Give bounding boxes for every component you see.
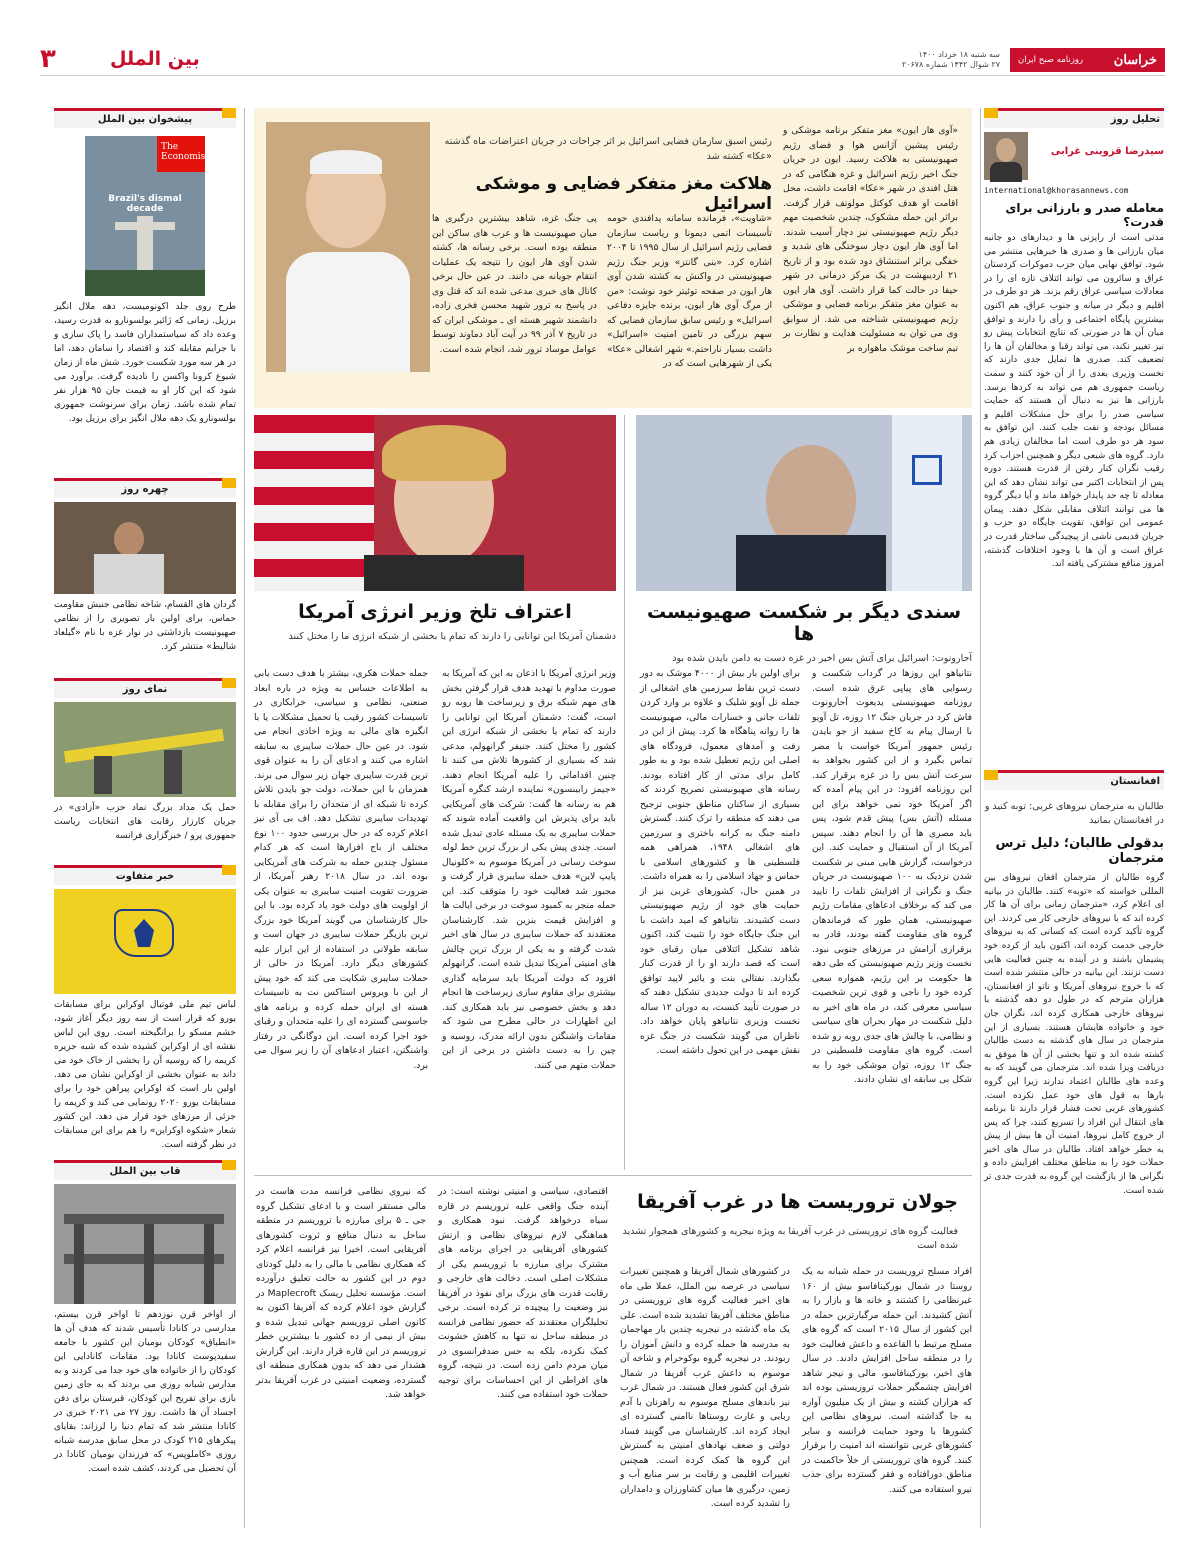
- top-story-photo: [266, 122, 430, 372]
- top-story-col2: «شاویت»، فرمانده سامانه پدافندی حومه تأسیسات اتمی دیمونا و ریاست سازمان فضایی رژیم اسرائیل از سال ۱۹۹۵ تا ۲۰۰۴ اشاره کرد. «بنی گانتز» وزیر جنگ رژیم صهیونیستی در واکنش به کشته شدن آوی هار ایون در صفحه توئیتر خود نوشت: «من از مرگ آوی هار ایون، برنده جایزه دفاعی اسرائیل» و رئیس سابق سازمان فضایی که سهم بزرگی در تامین امنیت «اسرائیل» داشت بسیار ناراحتم.» شهر اشغالی «عکا» یکی از شهرهایی است که در: [607, 213, 773, 369]
- analysis-body: مدتی است از رایزنی ها و دیدارهای دو جانبه میان بارزانی ها و صدری ها خبرهایی منتشر می شود. توافق نهایی میان حزب دموکرات کردستان عراق و سائرون می تواند ائتلاف تازه ای را در معادلات سیاسی عراق رقم بزند. هر دو طرف در اقلیم و دیگر در میانه و جنوب عراق، هم اکنون بیشترین پایگاه اجتماعی و رأی را دارند و توافق میان آن ها در صورتی که نتایج انتخابات پیش رو نیز تغییر نکند، می تواند رقبا و مخالفان آن ها را تضعیف کند. صدری ها تمایل جدی دارند که نخست وزیری بعدی را از آن خود کنند و سمت ریاست جمهوری هم می تواند به کردها برسد. بارزانی ها نیز به دنبال آن هستند که حمایت سیاسی صدر را برای حل مشکلات اقلیم و مسائل بودجه و نفت جلب کنند. این توافق به سود هر دو طرف است اما مخالفان زیادی هم دارد. گروه های شیعی دیگر و همچنین احزاب کرد رقیب نگران کنار رفتن از قدرت هستند. دوره پس از انتخابات اکتبر می تواند نشان دهد که این معادله تا چه حد پایدار خواهد ماند و آیا دیگر گروه ها می توانند ائتلاف مقابلی شکل دهند. پیمان عمومی این توافق، تقویت جایگاه دو حزب و جریان قدیمی ناشی از پیچیدگی ساختار قدرت در عراق است و آن ها با وجود اختلافات گذشته، امروز منافع مشترکی یافته اند.: [984, 233, 1164, 570]
- energy-title: اعتراف تلخ وزیر انرژی آمریکا: [298, 601, 572, 623]
- sidebar-box-view: [54, 678, 236, 849]
- sidebar-tab-newsstand: پیشخوان بین الملل: [54, 108, 236, 128]
- author-email[interactable]: international@khorasannews.com: [984, 186, 1129, 195]
- africa-col2: در کشورهای شمال آفریقا و همچنین تغییرات سیاسی در عرصه بین الملل، عملا طی ماه های اخیر فعالیت گروه های تروریستی در مناطق مختلف آفریقا تشدید شده است. علی یک ماه گذشته در نیجریه چندین بار مهاجمان به مدرسه ها حمله کرده و دانش آموزان را ربودند. در نیجریه گروه بوکوحرام و شاخه آن موسوم به داعش غرب آفریقا در شمال شرق این کشور فعال هستند. در شمال غرب نیز باندهای مسلح موسوم به راهزنان با آدم ربایی و غارت روستاها ناامنی گسترده ای ایجاد کرده اند. کارشناسان می گویند فساد دولتی و ضعف نهادهای امنیتی به گسترش این گروه ها کمک کرده است. همچنین تغییرات اقلیمی و رقابت بر سر منابع آب و زمین، درگیری ها میان کشاورزان و دامداران را تشدید کرده است.: [620, 1266, 790, 1509]
- magazine-headline: Brazil's dismal decade: [108, 194, 182, 214]
- energy-story: [254, 415, 616, 1175]
- top-story-col3: پی جنگ غزه، شاهد بیشترین درگیری ها میان صهیونیست ها و عرب های ساکن این منطقه بوده است. برخی رسانه ها، کشته شدن آوی هار ایون را نتیجه یک عملیات انتقام جویانه می دانند. در عین حال برخی کانال های خبری مدعی شده اند که قتل وی در پاسخ به ترور شهید محسن فخری زاده، دانشمند شهیر هسته ای ـ موشکی ایران که در تاریخ ۷ آذر ۹۹ در آیت آباد دماوند توسط عوامل موساد ترور شد، انجام شده است.: [432, 213, 597, 355]
- brand-logo: خراسان: [1113, 52, 1157, 68]
- analysis-title: معامله صدر و بارزانی برای قدرت؟: [1005, 201, 1164, 229]
- netanyahu-story: [636, 415, 972, 1175]
- right-column: [984, 108, 1164, 1447]
- africa-kicker: فعالیت گروه های تروریستی در غرب آفریقا به ویژه نیجریه و کشورهای همجوار تشدید شده است: [622, 1226, 958, 1251]
- top-story-kicker: رئیس اسبق سازمان فضایی اسرائیل بر اثر جراحات در جریان اعتراضات ماه گذشته «عکا» کشته شد: [444, 136, 772, 162]
- africa-col3: اقتصادی، سیاسی و امنیتی نوشته است: در آینده جنگ واقعی علیه تروریسم در قاره سیاه درخواهد گرفت. نبود همکاری و هماهنگی لازم نیروهای نظامی و ارتش کشورهای آفریقایی در اجرای برنامه های مشترک برای مبارزه با تروریسم یکی از مشکلات اصلی است. دخالت های خارجی و رقابت قدرت های بزرگ برای نفوذ در آفریقا نیز وضعیت را پیچیده تر کرده است. برخی تحلیلگران معتقدند که حضور نظامی فرانسه در منطقه ساحل نه تنها به کاهش خشونت کمک نکرده، بلکه به حس ضدفرانسوی در میان مردم دامن زده است. در نتیجه، گروه های افراطی از این احساسات برای توجیه حملات خود استفاده می کنند.: [438, 1186, 608, 1400]
- sidebar-tab-face: چهره روز: [54, 478, 236, 498]
- energy-col2: جمله حملات هکری، بیشتر با هدف دست یابی به اطلاعات حساس به ویژه در باره ابعاد صنعتی، نظامی و سیاسی، خرابکاری در تاسیسات کشور رقیب یا تحمیل مشکلات یا با انگیزه های مالی به ویژه اخاذی انجام می شود. در عین حال حملات سایبری به سابقه اشاره می کنند و ادعای آن را به عنوان قوی ترین قدرت سایبری جهان زیر سوال می برند. همزمان با این حملات، دولت جو بایدن تلاش کرده تا شبکه ای از متحدان را برای مقابله با تهدیدات سایبری تشکیل دهد. اف بی آی نیز اعلام کرده که در حال بررسی حدود ۱۰۰ نوع مختلف از باج افزارها است که هر کدام مسئول چندین حمله به شرکت های آمریکایی بوده اند. در سال ۲۰۱۸ رهبر آمریکا، از ضرورت تقویت امنیت سایبری به عنوان یکی از اولویت های دولت خود یاد کرده بود. با این حال کارشناسان می گویند آمریکا خود بزرگ ترین بازیگر حملات سایبری در جهان است و سابقه طولانی در استفاده از این ابزار علیه کشورهای دیگر دارد. آمریکا در حالی از حملات سایبری شکایت می کند که خود پیش از این با ویروس استاکس نت به تاسیسات هسته ای ایران حمله کرده و برنامه های جاسوسی گسترده ای را علیه متحدان و رقبای خود اجرا کرده است. این دوگانگی در رفتار واشنگتن، اعتبار ادعاهای آن را زیر سوال می برد.: [254, 668, 428, 1071]
- afghan-body: گروه طالبان از مترجمان افغان نیروهای بین المللی خواسته که «توبه» کنند. طالبان در بیانیه ای اعلام کرد، «مترجمان زمانی برای آن ها کار کرده اند که با نیروهای خارجی کار می کردند. این گروه تأکید کرده است که کسانی که به نیروهای خارجی خدمت کرده اند، اکنون باید از کرده خود پشیمان باشند و در آینده به چنین فعالیت هایی دست نزنند. این بیانیه در حالی منتشر شده است که با خروج نیروهای آمریکا و ناتو از افغانستان، هزاران مترجم که در طول دو دهه گذشته با نیروهای خارجی همکاری کرده اند، نگران جان خود و خانواده هایشان هستند. بسیاری از این مترجمان در سال های گذشته به دست طالبان کشته شده اند و تنها بخشی از آن ها موفق به دریافت ویزا شده اند. مترجمان می گویند که به وعده های طالبان اعتماد ندارند زیرا این گروه بارها به قول های خود عمل نکرده است. کشورهای غربی تحت فشار قرار دارند تا برنامه های انتقال این افراد را تسریع کنند، چرا که پس از خروج کامل نیروها، امنیت آن ها بیش از پیش به خطر خواهد افتاد. طالبان در سال های اخیر حملات خود را به مناطق مختلف افزایش داده و نگرانی ها از بازگشت این گروه به قدرت جدی تر شده است.: [984, 873, 1164, 1196]
- sidebar-box-different: [54, 865, 236, 1148]
- top-story-col1: «آوی هار ایون» مغز متفکر برنامه موشکی و رئیس پیشین آژانس هوا و فضای رژیم صهیونیستی به هلاکت رسید. ایون در جریان جنگ اخیر رژیم اسرائیل و غزه هنگامی که در هتل افندی در شهر «عکا» اقامت داشت، محل اقامت او هدف کوکتل مولوتف قرار گرفت. براثر این حمله مشکوک، چندین شخصیت مهم دیگر رژیم صهیونیستی نیز دچار آسیب شدند. اما آوی هار ایون دچار سوختگی های شدید و خفگی براثر استنشاق دود شده بود و از تاریخ ۲۱ اردیبهشت در یک مرکز درمانی در شهر حیفا در حالت کما قرار داشت. آوی هار ایون به عنوان مغز متفکر برنامه فضایی و موشکی رژیم صهیونیستی شناخته می شد. از سوابق وی می توان به مسئولیت هدایت و نظارت بر تیم ساخت موشک ماهواره بر: [783, 125, 958, 354]
- author-block: [984, 132, 1164, 184]
- frame-caption: از اواخر قرن نوزدهم تا اواخر قرن بیستم، مدارسی در کانادا تأسیس شدند که هدف آن ها «انطباق» کودکان بومیان این کشور با جامعه سفیدپوست کانادا بود. مقامات کانادایی این کودکان را از خانواده های خود جدا می کردند و به مدارس شبانه روزی می بردند که به جای زمین بازی برای تفریح این کودکان، قبرستان برای دفن اجساد آن ها داشت. روز ۲۷ می ۲۰۲۱ خبری در کانادا منتشر شد که تمام دنیا را لرزاند: بقایای پیکرهای ۲۱۵ کودک در محل سابق مدرسه شبانه روزی «کاملوپس» که فرزندان بومیان کانادا در آن تحصیل می کردند، کشف شده است.: [54, 1310, 237, 1474]
- netanyahu-col1: نتانیاهو این روزها در گرداب شکست و رسوایی های پیاپی غرق شده است. روزنامه صهیونیستی یدیعوت آحارونوت فاش کرد در جریان جنگ ۱۲ روزه، تل آویو با ارسال پیام به کاخ سفید از جو بایدن رئیس جمهور آمریکا خواست با مصر تماس بگیرد و از این کشور بخواهد به سرعت آتش بس را در غزه برقرار کند. این روزنامه افزود: در این پیام آمده که اگر آمریکا خود نمی خواهد برای این مسئله (آتش بس) پیش قدم شود، پس باید مصری ها آن را انجام دهند. سپس آمریکا از آن استقبال و حمایت کند. این درخواست، گزارش هایی مبنی بر شکست شدن نزدیک به ۱۰۰ صهیونیست در جریان جنگ و نگرانی از افزایش تلفات را تایید می کند که برخلاف ادعاهای مقامات رژیم صهیونیستی، همان طور که فرماندهان گروه های مقاومت گفته بودند، قادر به برقراری آرامش در مرزهای جنوبی نبود. نخست وزیر رژیم صهیونیستی که طی دهه ها حکومت بر این رژیم، همواره سعی کرده خود را ناجی و قوی ترین شخصیت سیاسی معرفی کند، در ماه های اخیر به دلیل شکست در مهار بحران های سیاسی و نظامی، با چالش های جدی روبه رو شده است. گروه های مقاومت فلسطینی در جنگ ۱۲ روزه، توان موشکی خود را به شکل بی سابقه ای نشان دادند.: [812, 668, 973, 1085]
- energy-kicker: دشمنان آمریکا این توانایی را دارند که تمام یا بخشی از شبکه انرژی ما را مختل کنند: [288, 631, 616, 642]
- top-story-title: هلاکت مغز متفکر فضایی و موشکی اسرائیل: [475, 174, 772, 214]
- author-name: سیدرضا قزوینی غرابی: [1050, 146, 1164, 157]
- sidebar-box-face: [54, 478, 236, 658]
- africa-col1: افراد مسلح تروریست در حمله شبانه به یک روستا در شمال بورکینافاسو بیش از ۱۶۰ غیرنظامی را کشتند و خانه ها و بازار را به آتش کشیدند. این حمله مرگبارترین حمله در این کشور از سال ۲۰۱۵ است که گروه های مسلح مرتبط با القاعده و داعش فعالیت خود را در منطقه ساحل افزایش دادند. در سال های اخیر، بورکینافاسو، مالی و نیجر شاهد افزایش چشمگیر حملات تروریستی بوده اند که هزاران کشته و بیش از یک میلیون آواره به جا گذاشته است. نیروهای نظامی این کشورها با وجود حمایت فرانسه و سایر کشورهای غربی نتوانسته اند امنیت را برقرار کنند. گروه های تروریستی از خلأ حاکمیت در مناطق دورافتاده و فقر گسترده برای جذب نیرو استفاده می کنند.: [802, 1266, 972, 1495]
- economist-cover: [85, 136, 209, 296]
- sidebar-tab-frame: قاب بین الملل: [54, 1160, 236, 1180]
- netanyahu-photo: [636, 415, 972, 591]
- africa-story: [254, 1185, 972, 1525]
- sidebar-tab-different: خبر متفاوت: [54, 865, 236, 885]
- page-header: [40, 44, 1165, 76]
- sidebar-box-frame: [54, 1160, 236, 1528]
- date-line-2: ۲۷ شوال ۱۴۴۲ شماره ۲۰۶۷۸: [901, 60, 1000, 69]
- newspaper-brand: [1010, 48, 1165, 72]
- page-number: ۳: [40, 44, 56, 74]
- brand-subtitle: روزنامه صبح ایران: [1018, 55, 1084, 65]
- section-title: بین الملل: [110, 48, 200, 70]
- africa-col4: که نیروی نظامی فرانسه مدت هاست در مالی مستقر است و با ادعای تشکیل گروه جی ـ ۵ برای مبارزه با تروریسم در منطقه ساحل به دنبال منافع و ثروت کشورهای آفریقایی است. اخیرا نیز فرانسه اعلام کرد که همکاری نظامی با مالی را به دلیل کودتای دوم در این کشور به حالت تعلیق درآورده است. مؤسسه تحلیل ریسک Maplecroft در گزارش خود اعلام کرده که آفریقا اکنون به کانون اصلی تروریسم جهانی تبدیل شده و بیش از نیمی از ده کشور با بیشترین خطر تروریسم در این قاره قرار دارند. این گزارش هشدار می دهد که بدون همکاری منطقه ای گسترده، وضعیت امنیتی در غرب آفریقا بدتر خواهد شد.: [256, 1186, 426, 1400]
- date-info: [902, 50, 1000, 70]
- granholm-photo: [254, 415, 616, 591]
- different-caption: لباس تیم ملی فوتبال اوکراین برای مسابقات یورو که قرار است از سه روز دیگر آغاز شود، خشم مسکو را برانگیخته است. روی این لباس نقشه ای از اوکراین کشیده شده که شبه جزیره کریمه را که روسیه آن را بخشی از خاک خود می داند به عنوان بخشی از اوکراین نشان می دهد. اولین بار است که اوکراین پیراهن خود را برای مسابقات یورو ۲۰۲۰ رونمایی می کند و کریمه را جزئی از مرزهای خود قرار می دهد. این کشور شعار «شکوه اوکراین» را هم برای این مسابقات در نظر گرفته است.: [54, 1000, 236, 1150]
- newsstand-caption: طرح روی جلد اکونومیست، دهه ملال انگیز برزیل. زمانی که ژائیر بولسونارو به قدرت رسید، وعده داد که سیاستمداران فاسد را پاک سازی و با جرایم مقابله کند و اقتصاد را سامان دهد، اما در هر سه مورد شکست خورد. شش ماه از زمان شیوع کرونا واکسن را نادیده گرفت. برآورد می شود که این کار او به قیمت جان ۹۵ هزار نفر تمام شده باشد. زمان برای سرنوشت جمهوری بولسونارو یک دهه ملال انگیز برای برزیل بود.: [54, 302, 236, 424]
- energy-col1: وزیر انرژی آمریکا با اذعان به این که آمریکا به صورت مداوم با تهدید هدف قرار گرفتن بخش های مهم شبکه برق و زیرساخت ها روبه رو است، گفت: دشمنان آمریکا این توانایی را دارند که تمام یا بخشی از شبکه انرژی این کشور را مختل کنند. جنیفر گرانهولم، مدعی شد که بسیاری از کشورها تلاش می کنند تا چنین اقداماتی را علیه آمریکا انجام دهند. «جیمز رابینسون» نماینده ارشد کنگره آمریکا هم به رسانه ها گفت: شرکت های آمریکایی باید برای پذیرش این واقعیت آماده شوند که حملات سایبری به یک مسئله عادی تبدیل شده است. چندی پیش یکی از بزرگ ترین خط لوله سوخت رسانی در آمریکا موسوم به «کلونیال پایپ لاین» هدف حمله سایبری قرار گرفت و مجبور شد فعالیت خود را متوقف کند. این حمله منجر به کمبود سوخت در برخی ایالت ها و افزایش قیمت بنزین شد. کارشناسان معتقدند که حملات سایبری در سال های اخیر شدت گرفته و به یکی از بزرگ ترین چالش های امنیتی آمریکا تبدیل شده است. گرانهولم افزود که دولت آمریکا باید سرمایه گذاری بیشتری برای مقاوم سازی زیرساخت ها انجام دهد و بخش خصوصی نیز باید همکاری کند. این اظهارات در حالی مطرح می شود که مقامات واشنگتن بدون ارائه مدرک، روسیه و چین را به دست داشتن در برخی از این حملات متهم می کنند.: [442, 668, 616, 1071]
- view-caption: حمل یک مداد بزرگ نماد حزب «آزادی» در جریان کارزار رقابت های انتخابات ریاست جمهوری پرو / خبرگزاری فرانسه: [54, 803, 236, 841]
- face-photo: [54, 502, 236, 594]
- afghan-title: بدقولی طالبان؛ دلیل ترس مترجمان: [995, 836, 1164, 866]
- date-line-1: سه شنبه ۱۸ خرداد ۱۴۰۰: [918, 50, 1000, 59]
- netanyahu-kicker: آحارونوت: اسرائیل برای آتش بس اخیر در غزه دست به دامن بایدن شده بود: [672, 653, 972, 664]
- sidebar-tab-view: نمای روز: [54, 678, 236, 698]
- face-caption: گردان های القسام، شاخه نظامی جنبش مقاومت حماس، برای اولین بار تصویری را از نظامی صهیونیست بازداشتی در نوار غزه با نام «گیلعاد شالیط» منتشر کرد.: [54, 600, 236, 652]
- author-avatar: [984, 132, 1028, 180]
- ukraine-shirt-photo: [54, 889, 236, 994]
- afghan-kicker: طالبان به مترجمان نیروهای غربی: توبه کنید و در افغانستان بمانید: [984, 801, 1164, 826]
- africa-title: جولان تروریست ها در غرب آفریقا: [637, 1191, 958, 1213]
- analysis-tab: تحلیل روز: [984, 108, 1164, 128]
- afghanistan-tab: افغانستان: [984, 770, 1164, 790]
- netanyahu-col2: برای اولین بار بیش از ۴۰۰۰ موشک به دور دست ترین نقاط سرزمین های اشغالی از جمله تل آویو شلیک و علاوه بر وارد کردن تلفات جانی و خسارات مالی، صهیونیست ها را روانه پناهگاه ها کرد. پیش از این در رفت و آمدهای معمول، فرودگاه های اصلی این رژیم تعطیل شده بود و به طور کامل برای مدتی از کار افتاده بودند. رسانه های صهیونیستی تصریح کردند که بسیاری از ساکنان مناطق جنوبی ترجیح می دهند که منطقه را ترک کنند. گسترش دامنه جنگ به کرانه باختری و سرزمین های اشغالی ۱۹۴۸، همراهی همه فلسطینی ها و کشورهای اسلامی با حماس و جهاد اسلامی را به همراه داشت. در همین حال، کشورهای غربی نیز از حمایت های خود از رژیم صهیونیستی دست کشیدند. نتانیاهو که امید داشت با این جنگ جایگاه خود را تثبیت کند، اکنون شاهد تشکیل ائتلافی میان رقبای خود است که قصد دارند او را از قدرت کنار بگذارند. نفتالی بنت و یائیر لاپید توافق کرده اند تا دولت جدیدی تشکیل دهند که در صورت تأیید کنست، به دوران ۱۲ ساله نخست وزیری نتانیاهو پایان خواهد داد. ناظران می گویند شکست در جنگ غزه نقش مهمی در این تحول داشته است.: [640, 668, 800, 1056]
- top-story: [254, 108, 972, 408]
- magazine-name: The Economist: [157, 136, 205, 172]
- netanyahu-title: سندی دیگر بر شکست صهیونیست ها: [646, 601, 962, 645]
- residential-school-photo: [54, 1184, 236, 1304]
- sidebar-box-newsstand: [54, 108, 236, 424]
- pencil-photo: [54, 702, 236, 797]
